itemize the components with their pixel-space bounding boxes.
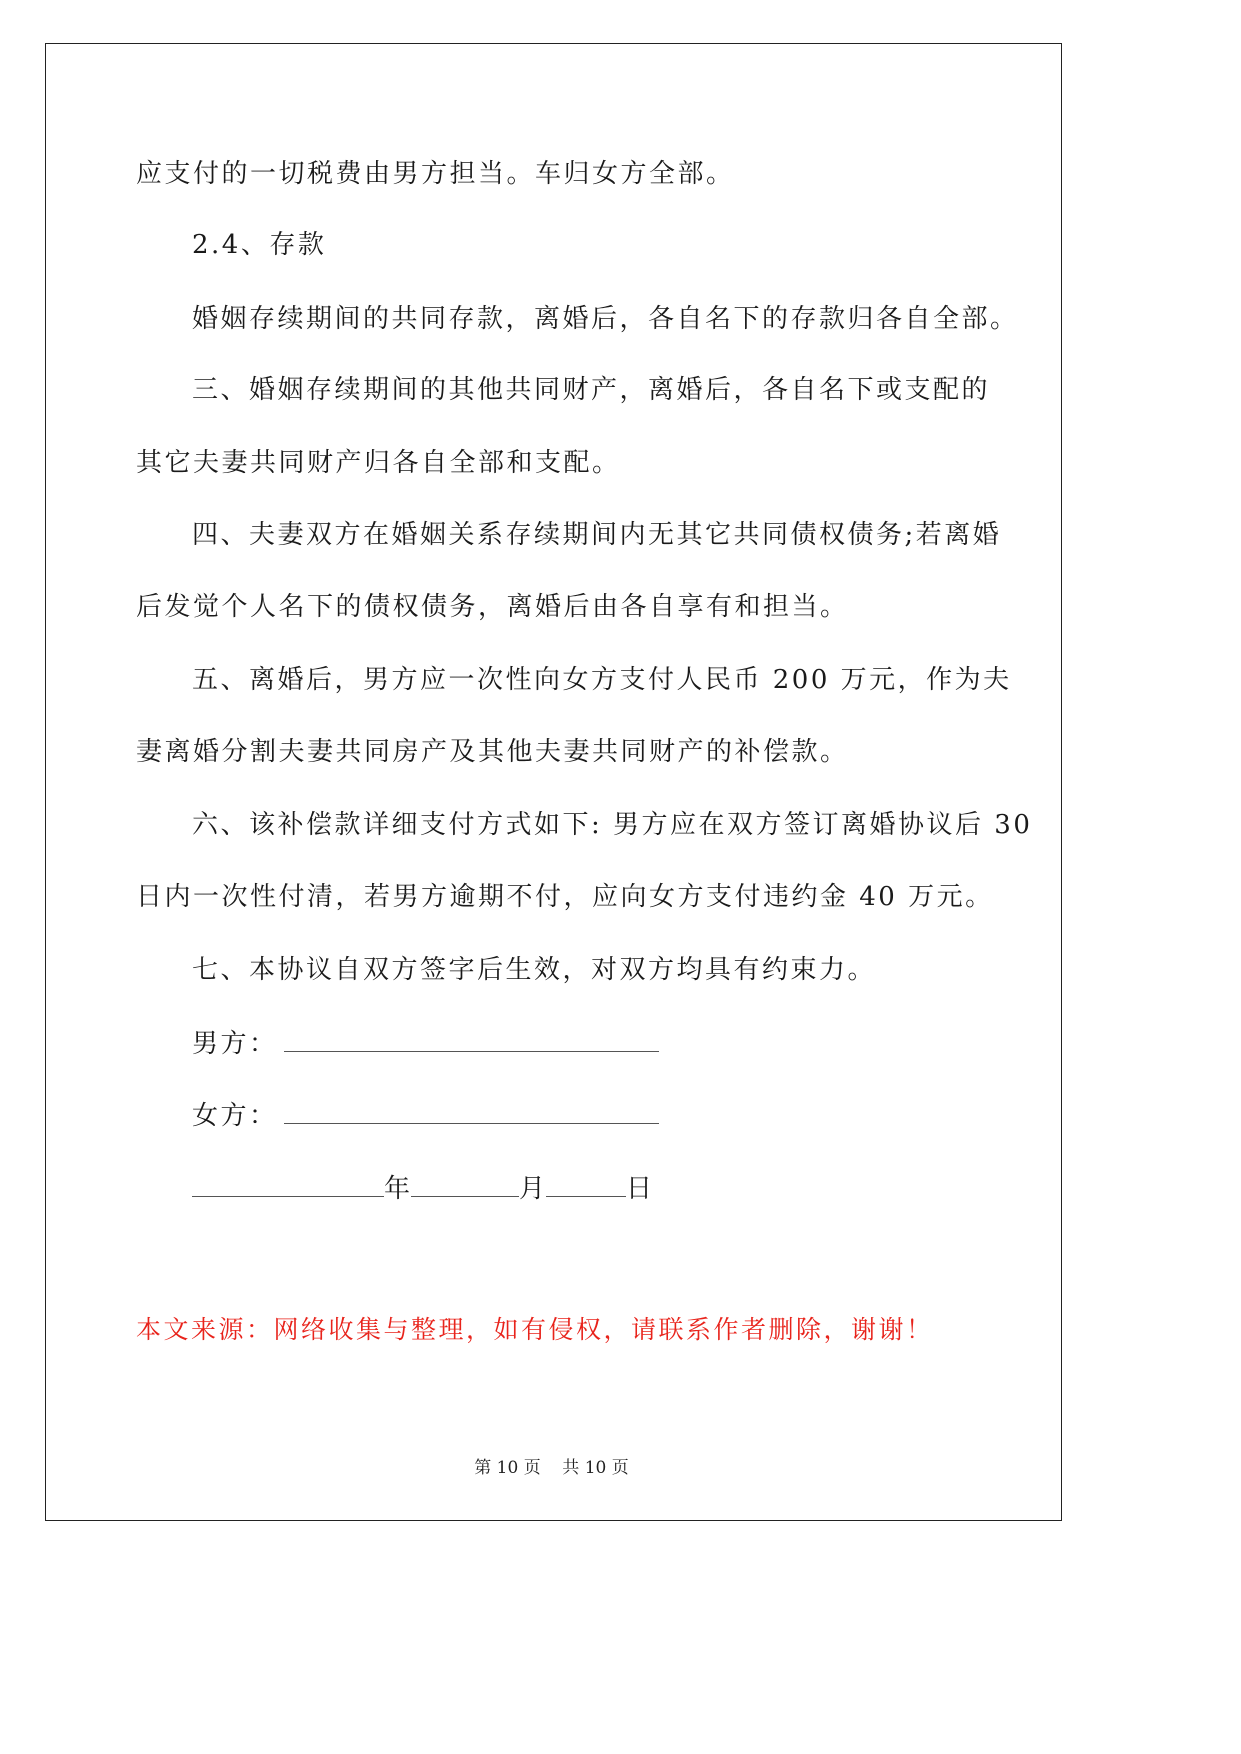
- date-row: [192, 1170, 653, 1206]
- source-note: 本文来源：网络收集与整理，如有侵权，请联系作者删除，谢谢！: [136, 1315, 934, 1344]
- clause-3-line-1: 三、婚姻存续期间的其他共同财产，离婚后，各自名下或支配的: [192, 375, 991, 405]
- section-heading-deposits: 2.4、存款: [192, 230, 327, 260]
- clause-4-line-2: 后发觉个人名下的债权债务，离婚后由各自享有和担当。: [136, 592, 849, 622]
- date-year-label: 年: [384, 1174, 412, 1204]
- paragraph-1: 应支付的一切税费由男方担当。车归女方全部。: [136, 159, 735, 189]
- date-day-blank[interactable]: [546, 1170, 626, 1197]
- date-month-label: 月: [519, 1174, 547, 1204]
- clause-5-line-2: 妻离婚分割夫妻共同房产及其他夫妻共同财产的补偿款。: [136, 737, 849, 767]
- page-number-footer: 第 10 页 共 10 页: [474, 1458, 629, 1478]
- clause-3-line-2: 其它夫妻共同财产归各自全部和支配。: [136, 448, 621, 478]
- date-day-label: 日: [626, 1174, 654, 1204]
- page-border: [45, 43, 1062, 1521]
- signature-female-label: 女方：: [192, 1101, 278, 1131]
- clause-7: 七、本协议自双方签字后生效，对双方均具有约束力。: [192, 955, 877, 985]
- clause-6-line-1: 六、该补偿款详细支付方式如下: 男方应在双方签订离婚协议后 30: [192, 810, 1033, 840]
- paragraph-deposits: 婚姻存续期间的共同存款，离婚后，各自名下的存款归各自全部。: [192, 304, 1019, 334]
- signature-male-row: [192, 1025, 659, 1061]
- signature-male-label: 男方：: [192, 1029, 278, 1059]
- signature-male-blank[interactable]: [284, 1025, 659, 1052]
- signature-female-row: [192, 1097, 659, 1133]
- date-year-blank[interactable]: [192, 1170, 384, 1197]
- signature-female-blank[interactable]: [284, 1097, 659, 1124]
- clause-4-line-1: 四、夫妻双方在婚姻关系存续期间内无其它共同债权债务;若离婚: [192, 520, 1002, 550]
- clause-5-line-1: 五、离婚后，男方应一次性向女方支付人民币 200 万元，作为夫: [192, 665, 1012, 695]
- date-month-blank[interactable]: [411, 1170, 519, 1197]
- clause-6-line-2: 日内一次性付清，若男方逾期不付，应向女方支付违约金 40 万元。: [136, 882, 994, 912]
